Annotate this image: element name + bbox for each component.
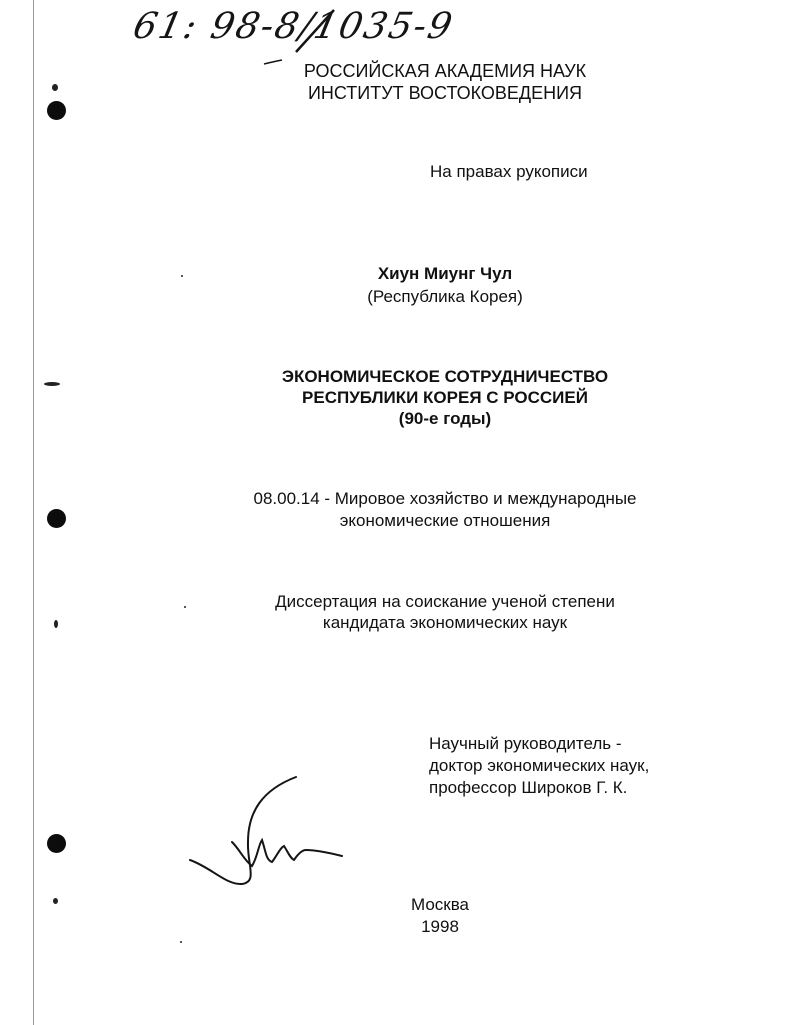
punch-hole-icon bbox=[47, 101, 66, 120]
supervisor-line-1: Научный руководитель - bbox=[429, 734, 622, 753]
scan-speck bbox=[53, 898, 58, 904]
title-line-2: РЕСПУБЛИКИ КОРЕЯ С РОССИЕЙ bbox=[302, 388, 588, 407]
specialty-line-2: экономические отношения bbox=[339, 511, 551, 530]
archive-code-handwritten: 61: 98-8/1035-9 bbox=[129, 6, 458, 47]
specialty-block bbox=[220, 488, 670, 532]
signature-icon bbox=[190, 777, 342, 884]
year: 1998 bbox=[421, 917, 459, 936]
scan-speck bbox=[54, 620, 58, 628]
punch-hole-icon bbox=[47, 834, 66, 853]
institution-block bbox=[270, 60, 620, 104]
binding-edge-line bbox=[33, 0, 34, 1025]
institute-name: ИНСТИТУТ ВОСТОКОВЕДЕНИЯ bbox=[307, 83, 583, 103]
author-block bbox=[300, 262, 590, 308]
author-country: (Республика Корея) bbox=[367, 287, 523, 306]
scan-speck bbox=[181, 275, 183, 277]
punch-hole-icon bbox=[47, 509, 66, 528]
scan-speck bbox=[44, 382, 60, 386]
academy-name: РОССИЙСКАЯ АКАДЕМИЯ НАУК bbox=[303, 61, 587, 81]
scan-speck bbox=[52, 84, 58, 91]
degree-line-2: кандидата экономических наук bbox=[322, 613, 568, 632]
scan-speck bbox=[180, 941, 182, 943]
supervisor-line-2: доктор экономических наук, bbox=[429, 756, 650, 775]
degree-block bbox=[240, 591, 650, 633]
title-line-3: (90-е годы) bbox=[398, 409, 492, 428]
specialty-line-1: 08.00.14 - Мировое хозяйство и международные bbox=[253, 489, 637, 508]
supervisor-block bbox=[429, 733, 649, 799]
rights-note: На правах рукописи bbox=[430, 162, 588, 181]
supervisor-line-3: профессор Широков Г. К. bbox=[429, 778, 628, 797]
dissertation-title bbox=[250, 366, 640, 429]
city: Москва bbox=[410, 895, 470, 914]
author-name: Хиун Миунг Чул bbox=[377, 264, 513, 283]
title-line-1: ЭКОНОМИЧЕСКОЕ СОТРУДНИЧЕСТВО bbox=[281, 367, 609, 386]
degree-line-1: Диссертация на соискание ученой степени bbox=[275, 592, 615, 611]
scan-speck bbox=[184, 606, 186, 608]
place-and-year bbox=[380, 894, 500, 938]
